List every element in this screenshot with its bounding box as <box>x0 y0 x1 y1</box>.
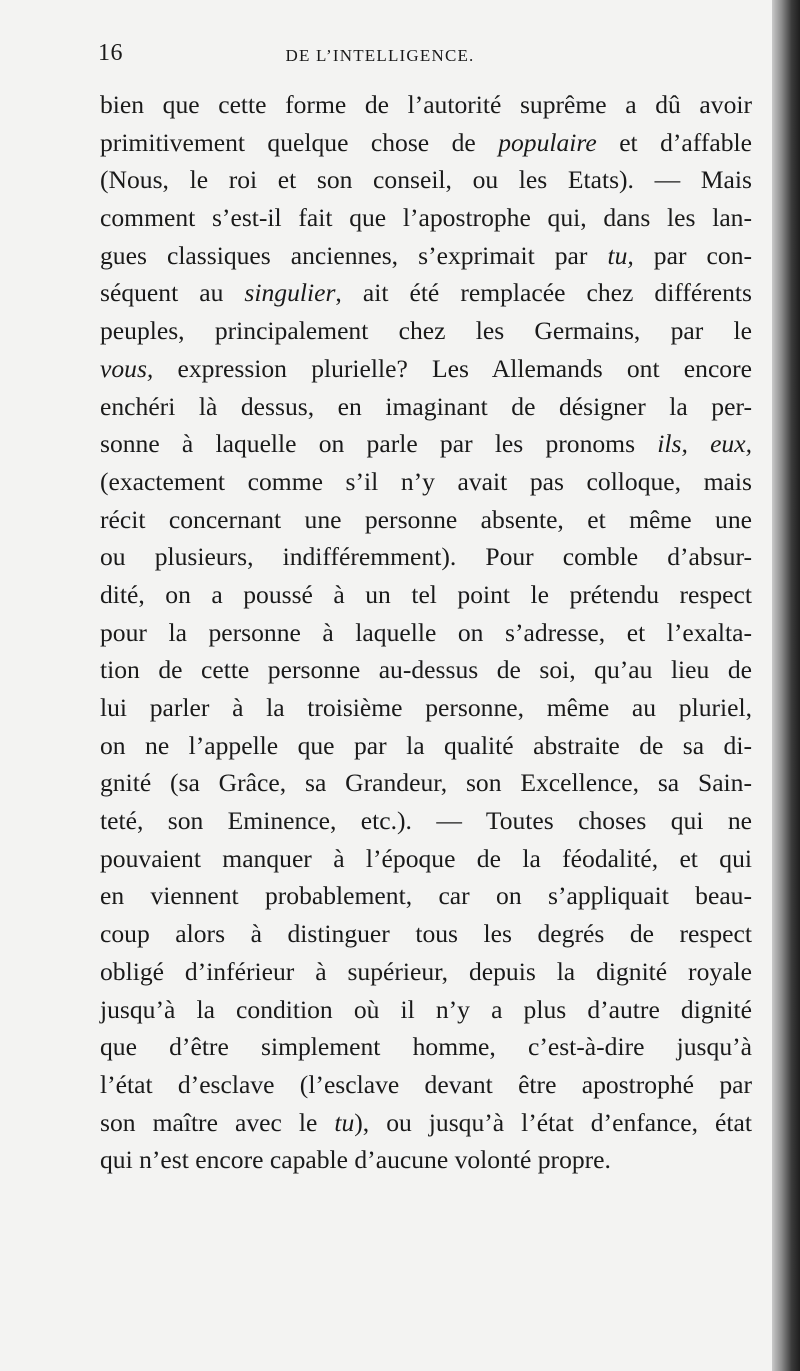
text-line-24: obligé d’inférieur à supérieur, depuis la dignité royale <box>100 956 752 986</box>
text-line-16: tion de cette personne au-dessus de soi, qu’au lieu de <box>100 655 752 685</box>
text-line-23: coup alors à distinguer tous les degrés de respect <box>100 919 752 949</box>
text-line-8: vous, expression plurielle? Les Allemands ont encore <box>100 353 752 383</box>
text-line-1: bien que cette forme de l’autorité suprême a dû avoir <box>100 90 752 119</box>
text-line-17: lui parler à la troisième personne, même au pluriel, <box>100 693 752 722</box>
page-edge-shadow <box>772 0 800 1371</box>
text-line-10: sonne à laquelle on parle par les pronoms ils, eux, <box>100 429 752 459</box>
text-line-4: comment s’est-il fait que l’apostrophe qui, dans les lan- <box>100 203 752 233</box>
italic-word: tu <box>334 1107 355 1137</box>
italic-word: tu, <box>607 240 634 270</box>
text-line-7: peuples, principalement chez les Germains, par le <box>100 316 752 346</box>
text-line-21: pouvaient manquer à l’époque de la féodalité, et qui <box>100 843 752 873</box>
text-line-14: dité, on a poussé à un tel point le prétendu respect <box>100 579 752 609</box>
text-line-22: en viennent probablement, car on s’appliquait beau- <box>100 881 752 911</box>
text-line-28: son maître avec le tu), ou jusqu’à l’état d’enfance, état <box>100 1107 752 1137</box>
italic-word: singulier <box>244 278 336 308</box>
page-number: 16 <box>98 40 123 66</box>
body-text <box>100 86 752 1179</box>
running-head: DE L’INTELLIGENCE. <box>285 46 475 65</box>
italic-word: vous, <box>100 353 154 383</box>
text-line-18: on ne l’appelle que par la qualité abstraite de sa di- <box>100 730 752 760</box>
text-line-6: séquent au singulier, ait été remplacée chez différents <box>100 278 752 308</box>
text-line-25: jusqu’à la condition où il n’y a plus d’autre dignité <box>100 994 752 1024</box>
text-line-3: (Nous, le roi et son conseil, ou les Etats). — Mais <box>100 165 752 195</box>
text-line-26: que d’être simplement homme, c’est-à-dire jusqu’à <box>100 1032 752 1062</box>
text-line-2: primitivement quelque chose de populaire et d’affable <box>100 127 752 157</box>
text-line-19: gnité (sa Grâce, sa Grandeur, son Excellence, sa Sain- <box>100 768 752 798</box>
text-line-9: enchéri là dessus, en imaginant de désigner la per- <box>100 391 752 421</box>
text-line-13: ou plusieurs, indifféremment). Pour comble d’absur- <box>100 542 752 572</box>
italic-word: populaire <box>498 127 597 157</box>
text-line-5: gues classiques anciennes, s’exprimait par tu, par con- <box>100 240 753 270</box>
italic-word: ils, eux, <box>657 429 752 459</box>
text-line-27: l’état d’esclave (l’esclave devant être apostrophé par <box>100 1069 752 1099</box>
text-line-29: qui n’est encore capable d’aucune volonté propre. <box>100 1145 611 1175</box>
text-line-15: pour la personne à laquelle on s’adresse, et l’exalta- <box>100 617 752 647</box>
text-line-11: (exactement comme s’il n’y avait pas colloque, mais <box>100 466 752 496</box>
text-line-20: teté, son Eminence, etc.). — Toutes choses qui ne <box>100 806 752 836</box>
text-line-12: récit concernant une personne absente, et même une <box>100 504 752 534</box>
